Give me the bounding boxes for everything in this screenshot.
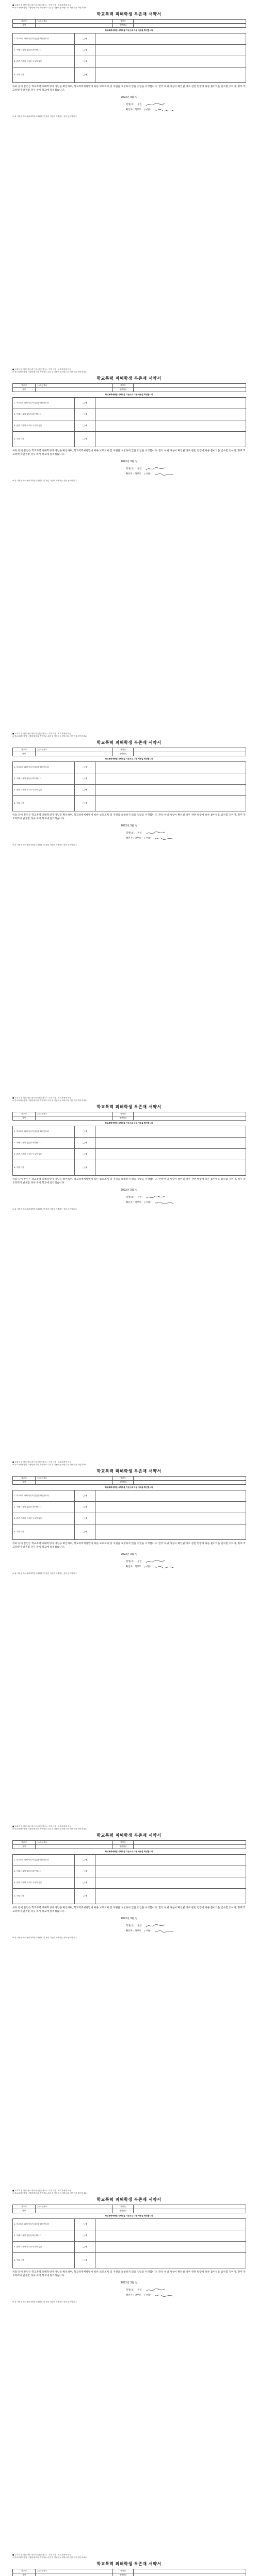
info-table	[12, 1112, 246, 1121]
document-page	[0, 1457, 258, 1821]
footer-note: ※ 위 사항을 학교폭력대책심의위원회 및 관련 기관에 제출하는 것에 동의합니다.	[12, 115, 77, 118]
section-label: 학교폭력예방법 시행령을 기준으로 다음 사항을 확인합니다	[105, 2215, 153, 2217]
grade-value	[134, 2205, 246, 2209]
row-label: 2. 가해 사실이 없음을 확인합니다	[13, 409, 75, 420]
signature-scribble	[154, 2293, 174, 2298]
row-blank	[95, 1490, 246, 1502]
row-label: 3. 관련 기관에 신고한 사실이 없음	[13, 1513, 75, 1524]
signature-scribble	[145, 831, 166, 836]
birth-label: 생년월일	[113, 752, 134, 756]
student-label: 학생(의)	[126, 467, 135, 470]
pledge-date: 2022년 3월 일	[120, 461, 138, 464]
row-check[interactable]: □ 예	[75, 1149, 95, 1160]
row-label: 2. 가해 사실이 없음을 확인합니다	[13, 1502, 75, 1513]
footer-note: ※ 위 사항을 학교폭력대책심의위원회 및 관련 기관에 제출하는 것에 동의합니다.	[12, 1208, 77, 1211]
note-line: ■ 보호자 및 학생 정보 확인서 (앞면 참조) : 기재 사항 : 보호자에게 작성	[12, 368, 71, 370]
row-check[interactable]: □ 예	[75, 773, 95, 785]
name-value	[36, 2209, 113, 2213]
guardian-value: (서명)	[144, 1929, 151, 1933]
row-label: 1. 학교폭력 피해 사실이 없음을 확인합니다	[13, 762, 75, 773]
info-table	[12, 383, 246, 392]
signature-scribble	[154, 107, 174, 112]
row-blank	[95, 1126, 246, 1138]
info-table	[12, 1476, 246, 1485]
signature-scribble	[145, 466, 166, 471]
page-title: 학교폭력 피해학생 부존재 서약서	[96, 376, 162, 381]
note-line: ※ 학교폭력예방법 시행령에 따라 개인정보 수집 및 이용에 동의합니다. 작성란을 확인하세요.	[12, 1464, 88, 1466]
birth-label: 생년월일	[113, 2573, 134, 2576]
note-line: ※ 학교폭력예방법 시행령에 따라 개인정보 수집 및 이용에 동의합니다. 작성란을 확인하세요.	[12, 1099, 88, 1101]
school-value: ○○초등학교	[36, 384, 113, 388]
school-label: 학교명	[13, 20, 36, 24]
row-blank	[95, 1889, 246, 1904]
note-line: ■ 보호자 및 학생 정보 확인서 (앞면 참조) : 기재 사항 : 보호자에게 작성	[12, 2554, 71, 2556]
row-blank	[95, 420, 246, 432]
check-table	[12, 761, 246, 811]
school-label: 학교명	[13, 1112, 36, 1116]
row-label: 4. 기타 사항	[13, 1160, 75, 1176]
birth-label: 생년월일	[113, 1845, 134, 1849]
row-label: 1. 학교폭력 피해 사실이 없음을 확인합니다	[13, 1126, 75, 1138]
row-check[interactable]: □ 예	[75, 796, 95, 811]
row-blank	[95, 2253, 246, 2268]
birth-label: 생년월일	[113, 1116, 134, 1121]
name-label: 성명	[13, 388, 36, 392]
school-value: ○○초등학교	[36, 1841, 113, 1845]
check-table	[12, 1490, 246, 1540]
row-check[interactable]: □ 예	[75, 1138, 95, 1149]
school-label: 학교명	[13, 2205, 36, 2209]
pledge-text: 위와 같이 본인은 학교폭력 피해학생이 아님을 확인하며, 학교폭력예방법에 따른 보호조치 및 지원을 요청하지 않을 것임을 서약합니다. 만약 허위 사실이 확인될 경우 관련 법령에 따른 불이익을 감수할 것이며, 향후 학교폭력이 발생할 경우 즉시 학교에 알리겠습니다.	[12, 1543, 246, 1549]
name-value	[36, 388, 113, 392]
row-blank	[95, 409, 246, 420]
note-line: ■ 보호자 및 학생 정보 확인서 (앞면 참조) : 기재 사항 : 보호자에게 작성	[12, 1461, 71, 1463]
row-label: 3. 관련 기관에 신고한 사실이 없음	[13, 1149, 75, 1160]
school-value: ○○초등학교	[36, 748, 113, 752]
row-check[interactable]: □ 예	[75, 432, 95, 447]
row-check[interactable]: □ 예	[75, 420, 95, 432]
grade-label: 학년반	[113, 1112, 134, 1116]
row-label: 2. 가해 사실이 없음을 확인합니다	[13, 2230, 75, 2242]
birth-label: 생년월일	[113, 1481, 134, 1485]
name-label: 성명	[13, 2573, 36, 2576]
check-table	[12, 1854, 246, 1904]
document-page	[0, 0, 258, 364]
pledge-text: 위와 같이 본인은 학교폭력 피해학생이 아님을 확인하며, 학교폭력예방법에 따른 보호조치 및 지원을 요청하지 않을 것임을 서약합니다. 만약 허위 사실이 확인될 경우 관련 법령에 따른 불이익을 감수할 것이며, 향후 학교폭력이 발생할 경우 즉시 학교에 알리겠습니다.	[12, 2271, 246, 2278]
signature-block	[126, 2287, 246, 2298]
row-check[interactable]: □ 예	[75, 45, 95, 56]
page-title: 학교폭력 피해학생 부존재 서약서	[96, 2197, 162, 2202]
name-label: 성명	[13, 24, 36, 28]
grade-label: 학년반	[113, 20, 134, 24]
row-check[interactable]: □ 예	[75, 2219, 95, 2230]
pledge-text: 위와 같이 본인은 학교폭력 피해학생이 아님을 확인하며, 학교폭력예방법에 따른 보호조치 및 지원을 요청하지 않을 것임을 서약합니다. 만약 허위 사실이 확인될 경우 관련 법령에 따른 불이익을 감수할 것이며, 향후 학교폭력이 발생할 경우 즉시 학교에 알리겠습니다.	[12, 1907, 246, 1913]
guardian-value: (서명)	[144, 1565, 151, 1568]
footer-note: ※ 위 사항을 학교폭력대책심의위원회 및 관련 기관에 제출하는 것에 동의합니다.	[12, 1572, 77, 1575]
row-check[interactable]: □ 예	[75, 1855, 95, 1866]
grade-label: 학년반	[113, 748, 134, 752]
row-blank	[95, 1149, 246, 1160]
grade-value	[134, 384, 246, 388]
page-title: 학교폭력 피해학생 부존재 서약서	[96, 1469, 162, 1473]
row-check[interactable]: □ 예	[75, 33, 95, 45]
row-blank	[95, 796, 246, 811]
student-value: 본인	[137, 1196, 142, 1199]
birth-value	[134, 752, 246, 756]
row-check[interactable]: □ 예	[75, 2230, 95, 2242]
student-label: 학생(의)	[126, 1196, 135, 1199]
note-line: ※ 학교폭력예방법 시행령에 따라 개인정보 수집 및 이용에 동의합니다. 작성란을 확인하세요.	[12, 735, 88, 737]
guardian-label: 확인자 : 학부모	[126, 837, 141, 840]
info-table	[12, 2205, 246, 2213]
pledge-date: 2022년 3월 일	[120, 96, 138, 99]
row-label: 4. 기타 사항	[13, 2253, 75, 2268]
row-label: 1. 학교폭력 피해 사실이 없음을 확인합니다	[13, 1855, 75, 1866]
school-value: ○○초등학교	[36, 2569, 113, 2573]
check-table	[12, 397, 246, 447]
row-blank	[95, 33, 246, 45]
row-check[interactable]: □ 예	[75, 2253, 95, 2268]
grade-value	[134, 748, 246, 752]
student-value: 본인	[137, 1560, 142, 1563]
row-label: 4. 기타 사항	[13, 432, 75, 447]
footer-note: ※ 위 사항을 학교폭력대책심의위원회 및 관련 기관에 제출하는 것에 동의합니다.	[12, 844, 77, 846]
name-value	[36, 752, 113, 756]
row-blank	[95, 785, 246, 796]
school-value: ○○초등학교	[36, 1477, 113, 1481]
guardian-value: (서명)	[144, 108, 151, 111]
document-page	[0, 2550, 258, 2576]
row-label: 3. 관련 기관에 신고한 사실이 없음	[13, 2242, 75, 2253]
document-page	[0, 2185, 258, 2550]
section-label: 학교폭력예방법 시행령을 기준으로 다음 사항을 확인합니다	[105, 1851, 153, 1853]
signature-block	[126, 1195, 246, 1205]
section-label: 학교폭력예방법 시행령을 기준으로 다음 사항을 확인합니다	[105, 1122, 153, 1124]
row-check[interactable]: □ 예	[75, 1866, 95, 1877]
row-blank	[95, 773, 246, 785]
signature-scribble	[145, 102, 166, 107]
row-check[interactable]: □ 예	[75, 785, 95, 796]
student-value: 본인	[137, 832, 142, 835]
row-check[interactable]: □ 예	[75, 67, 95, 83]
grade-label: 학년반	[113, 1477, 134, 1481]
page-title: 학교폭력 피해학생 부존재 서약서	[96, 1833, 162, 1838]
row-blank	[95, 1524, 246, 1540]
school-value: ○○초등학교	[36, 20, 113, 24]
grade-label: 학년반	[113, 2205, 134, 2209]
note-line: ■ 보호자 및 학생 정보 확인서 (앞면 참조) : 기재 사항 : 보호자에게 작성	[12, 1097, 71, 1099]
name-label: 성명	[13, 1116, 36, 1121]
grade-value	[134, 1841, 246, 1845]
row-label: 4. 기타 사항	[13, 1524, 75, 1540]
row-check[interactable]: □ 예	[75, 56, 95, 67]
section-label: 학교폭력예방법 시행령을 기준으로 다음 사항을 확인합니다	[105, 1486, 153, 1488]
birth-label: 생년월일	[113, 2209, 134, 2213]
school-value: ○○초등학교	[36, 2205, 113, 2209]
row-check[interactable]: □ 예	[75, 1877, 95, 1889]
row-blank	[95, 67, 246, 83]
name-label: 성명	[13, 752, 36, 756]
row-blank	[95, 398, 246, 409]
row-blank	[95, 1160, 246, 1176]
row-label: 3. 관련 기관에 신고한 사실이 없음	[13, 56, 75, 67]
signature-scribble	[145, 1923, 166, 1928]
row-check[interactable]: □ 예	[75, 762, 95, 773]
row-blank	[95, 2242, 246, 2253]
page-title: 학교폭력 피해학생 부존재 서약서	[96, 2562, 162, 2566]
signature-block	[126, 831, 246, 841]
grade-value	[134, 20, 246, 24]
pledge-text: 위와 같이 본인은 학교폭력 피해학생이 아님을 확인하며, 학교폭력예방법에 따른 보호조치 및 지원을 요청하지 않을 것임을 서약합니다. 만약 허위 사실이 확인될 경우 관련 법령에 따른 불이익을 감수할 것이며, 향후 학교폭력이 발생할 경우 즉시 학교에 알리겠습니다.	[12, 814, 246, 821]
name-label: 성명	[13, 2209, 36, 2213]
row-check[interactable]: □ 예	[75, 409, 95, 420]
school-label: 학교명	[13, 748, 36, 752]
student-label: 학생(의)	[126, 832, 135, 835]
grade-label: 학년반	[113, 2569, 134, 2573]
note-line: ■ 보호자 및 학생 정보 확인서 (앞면 참조) : 기재 사항 : 보호자에게 작성	[12, 733, 71, 735]
document-page	[0, 364, 258, 728]
guardian-label: 확인자 : 학부모	[126, 472, 141, 476]
note-line: ※ 학교폭력예방법 시행령에 따라 개인정보 수집 및 이용에 동의합니다. 작성란을 확인하세요.	[12, 2556, 88, 2558]
school-label: 학교명	[13, 2569, 36, 2573]
signature-scribble	[154, 1928, 174, 1934]
info-table	[12, 1840, 246, 1849]
page-title: 학교폭력 피해학생 부존재 서약서	[96, 740, 162, 745]
document-page	[0, 1821, 258, 2185]
row-label: 1. 학교폭력 피해 사실이 없음을 확인합니다	[13, 33, 75, 45]
name-value	[36, 1845, 113, 1849]
guardian-value: (서명)	[144, 837, 151, 840]
row-blank	[95, 1513, 246, 1524]
signature-scribble	[145, 1195, 166, 1200]
note-line: ※ 학교폭력예방법 시행령에 따라 개인정보 수집 및 이용에 동의합니다. 작성란을 확인하세요.	[12, 1828, 88, 1830]
document-page	[0, 1093, 258, 1457]
row-check[interactable]: □ 예	[75, 1502, 95, 1513]
row-check[interactable]: □ 예	[75, 1160, 95, 1176]
section-label: 학교폭력예방법 시행령을 기준으로 다음 사항을 확인합니다	[105, 758, 153, 760]
footer-note: ※ 위 사항을 학교폭력대책심의위원회 및 관련 기관에 제출하는 것에 동의합니다.	[12, 2301, 77, 2303]
signature-block	[126, 1923, 246, 1934]
section-label: 학교폭력예방법 시행령을 기준으로 다음 사항을 확인합니다	[105, 394, 153, 396]
note-line: ■ 보호자 및 학생 정보 확인서 (앞면 참조) : 기재 사항 : 보호자에게 작성	[12, 1825, 71, 1827]
row-blank	[95, 1855, 246, 1866]
guardian-label: 확인자 : 학부모	[126, 2294, 141, 2297]
school-label: 학교명	[13, 1477, 36, 1481]
row-check[interactable]: □ 예	[75, 2242, 95, 2253]
student-value: 본인	[137, 2289, 142, 2292]
student-label: 학생(의)	[126, 1924, 135, 1927]
document-page	[0, 728, 258, 1093]
name-value	[36, 1116, 113, 1121]
name-label: 성명	[13, 1845, 36, 1849]
row-check[interactable]: □ 예	[75, 1126, 95, 1138]
student-label: 학생(의)	[126, 1560, 135, 1563]
note-line: ※ 학교폭력예방법 시행령에 따라 개인정보 수집 및 이용에 동의합니다. 작성란을 확인하세요.	[12, 2192, 88, 2194]
grade-value	[134, 2569, 246, 2573]
student-value: 본인	[137, 103, 142, 106]
grade-value	[134, 1112, 246, 1116]
signature-block	[126, 1559, 246, 1569]
name-value	[36, 2573, 113, 2576]
info-table	[12, 2569, 246, 2576]
row-check[interactable]: □ 예	[75, 1513, 95, 1524]
birth-value	[134, 2573, 246, 2576]
row-blank	[95, 762, 246, 773]
row-blank	[95, 432, 246, 447]
row-blank	[95, 1502, 246, 1513]
signature-block	[126, 102, 246, 112]
pledge-date: 2022년 3월 일	[120, 1553, 138, 1556]
pledge-text: 위와 같이 본인은 학교폭력 피해학생이 아님을 확인하며, 학교폭력예방법에 따른 보호조치 및 지원을 요청하지 않을 것임을 서약합니다. 만약 허위 사실이 확인될 경우 관련 법령에 따른 불이익을 감수할 것이며, 향후 학교폭력이 발생할 경우 즉시 학교에 알리겠습니다.	[12, 1178, 246, 1185]
signature-scribble	[145, 1559, 166, 1564]
pledge-date: 2022년 3월 일	[120, 1918, 138, 1921]
check-table	[12, 2218, 246, 2268]
guardian-value: (서명)	[144, 2294, 151, 2297]
check-table	[12, 1126, 246, 1176]
row-label: 4. 기타 사항	[13, 796, 75, 811]
footer-note: ※ 위 사항을 학교폭력대책심의위원회 및 관련 기관에 제출하는 것에 동의합니다.	[12, 1937, 77, 1939]
note-line: ■ 보호자 및 학생 정보 확인서 (앞면 참조) : 기재 사항 : 보호자에게 작성	[12, 2190, 71, 2192]
school-label: 학교명	[13, 1841, 36, 1845]
school-label: 학교명	[13, 384, 36, 388]
row-check[interactable]: □ 예	[75, 1524, 95, 1540]
birth-label: 생년월일	[113, 24, 134, 28]
row-check[interactable]: □ 예	[75, 1490, 95, 1502]
page-title: 학교폭력 피해학생 부존재 서약서	[96, 12, 162, 16]
note-line: ※ 학교폭력예방법 시행령에 따라 개인정보 수집 및 이용에 동의합니다. 작성란을 확인하세요.	[12, 371, 88, 373]
grade-label: 학년반	[113, 384, 134, 388]
row-blank	[95, 45, 246, 56]
signature-scribble	[154, 836, 174, 841]
grade-label: 학년반	[113, 1841, 134, 1845]
info-table	[12, 19, 246, 28]
student-label: 학생(의)	[126, 103, 135, 106]
birth-value	[134, 1116, 246, 1121]
row-blank	[95, 1866, 246, 1877]
guardian-label: 확인자 : 학부모	[126, 1565, 141, 1568]
row-check[interactable]: □ 예	[75, 1889, 95, 1904]
signature-scribble	[145, 2287, 166, 2293]
student-label: 학생(의)	[126, 2289, 135, 2292]
pledge-text: 위와 같이 본인은 학교폭력 피해학생이 아님을 확인하며, 학교폭력예방법에 따른 보호조치 및 지원을 요청하지 않을 것임을 서약합니다. 만약 허위 사실이 확인될 경우 관련 법령에 따른 불이익을 감수할 것이며, 향후 학교폭력이 발생할 경우 즉시 학교에 알리겠습니다.	[12, 450, 246, 456]
signature-scribble	[154, 471, 174, 477]
row-blank	[95, 1138, 246, 1149]
note-line: ■ 보호자 및 학생 정보 확인서 (앞면 참조) : 기재 사항 : 보호자에게 작성	[12, 4, 71, 6]
row-label: 4. 기타 사항	[13, 1889, 75, 1904]
check-table	[12, 33, 246, 83]
note-line: ※ 학교폭력예방법 시행령에 따라 개인정보 수집 및 이용에 동의합니다. 작성란을 확인하세요.	[12, 7, 88, 9]
row-label: 4. 기타 사항	[13, 67, 75, 83]
birth-label: 생년월일	[113, 388, 134, 392]
row-blank	[95, 2219, 246, 2230]
pledge-text: 위와 같이 본인은 학교폭력 피해학생이 아님을 확인하며, 학교폭력예방법에 따른 보호조치 및 지원을 요청하지 않을 것임을 서약합니다. 만약 허위 사실이 확인될 경우 관련 법령에 따른 불이익을 감수할 것이며, 향후 학교폭력이 발생할 경우 즉시 학교에 알리겠습니다.	[12, 86, 246, 92]
row-label: 1. 학교폭력 피해 사실이 없음을 확인합니다	[13, 398, 75, 409]
row-label: 3. 관련 기관에 신고한 사실이 없음	[13, 785, 75, 796]
row-label: 2. 가해 사실이 없음을 확인합니다	[13, 1138, 75, 1149]
row-blank	[95, 2230, 246, 2242]
page-title: 학교폭력 피해학생 부존재 서약서	[96, 1105, 162, 1109]
row-label: 2. 가해 사실이 없음을 확인합니다	[13, 1866, 75, 1877]
row-label: 2. 가해 사실이 없음을 확인합니다	[13, 773, 75, 785]
name-value	[36, 24, 113, 28]
section-label: 학교폭력예방법 시행령을 기준으로 다음 사항을 확인합니다	[105, 29, 153, 31]
student-value: 본인	[137, 467, 142, 470]
name-label: 성명	[13, 1481, 36, 1485]
guardian-value: (서명)	[144, 1201, 151, 1204]
signature-block	[126, 466, 246, 477]
signature-scribble	[154, 1564, 174, 1569]
row-label: 3. 관련 기관에 신고한 사실이 없음	[13, 420, 75, 432]
guardian-label: 확인자 : 학부모	[126, 1201, 141, 1204]
pledge-date: 2022년 3월 일	[120, 825, 138, 828]
birth-value	[134, 1481, 246, 1485]
guardian-value: (서명)	[144, 472, 151, 476]
row-blank	[95, 1877, 246, 1889]
pledge-date: 2022년 3월 일	[120, 2282, 138, 2285]
name-value	[36, 1481, 113, 1485]
footer-note: ※ 위 사항을 학교폭력대책심의위원회 및 관련 기관에 제출하는 것에 동의합니다.	[12, 480, 77, 482]
row-label: 1. 학교폭력 피해 사실이 없음을 확인합니다	[13, 1490, 75, 1502]
birth-value	[134, 24, 246, 28]
guardian-label: 확인자 : 학부모	[126, 108, 141, 111]
guardian-label: 확인자 : 학부모	[126, 1929, 141, 1933]
row-check[interactable]: □ 예	[75, 398, 95, 409]
row-label: 2. 가해 사실이 없음을 확인합니다	[13, 45, 75, 56]
pledge-date: 2022년 3월 일	[120, 1189, 138, 1192]
row-label: 1. 학교폭력 피해 사실이 없음을 확인합니다	[13, 2219, 75, 2230]
row-label: 3. 관련 기관에 신고한 사실이 없음	[13, 1877, 75, 1889]
grade-value	[134, 1477, 246, 1481]
birth-value	[134, 2209, 246, 2213]
student-value: 본인	[137, 1924, 142, 1927]
info-table	[12, 748, 246, 756]
birth-value	[134, 388, 246, 392]
row-blank	[95, 56, 246, 67]
birth-value	[134, 1845, 246, 1849]
school-value: ○○초등학교	[36, 1112, 113, 1116]
signature-scribble	[154, 1200, 174, 1205]
